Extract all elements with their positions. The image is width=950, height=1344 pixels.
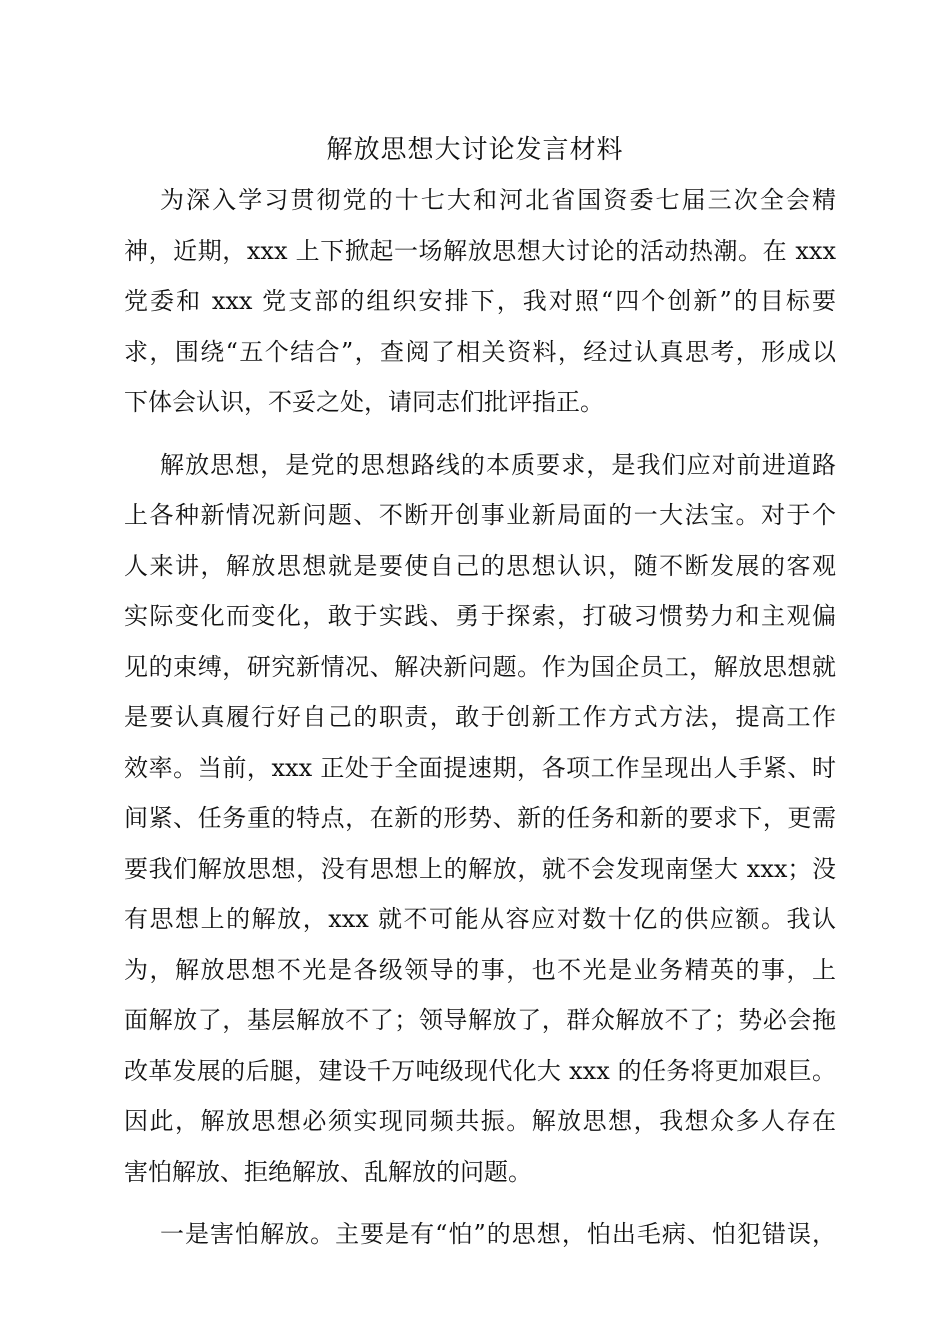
text-line: 上各种新情况新问题、不断开创事业新局面的一大法宝。对于个 <box>124 501 836 529</box>
text-line: 有思想上的解放，xxx 就不可能从容应对数十亿的供应额。我认 <box>124 905 836 933</box>
text-line: 害怕解放、拒绝解放、乱解放的问题。 <box>124 1157 532 1186</box>
text-line: 要我们解放思想，没有思想上的解放，就不会发现南堡大 xxx；没 <box>124 854 836 883</box>
text-line: 为深入学习贯彻党的十七大和河北省国资委七届三次全会精 <box>160 186 836 214</box>
text-line: 求，围绕“五个结合”，查阅了相关资料，经过认真思考，形成以 <box>124 337 836 366</box>
text-line: 人来讲，解放思想就是要使自己的思想认识，随不断发展的客观 <box>124 551 836 580</box>
text-line: 间紧、任务重的特点，在新的形势、新的任务和新的要求下，更需 <box>124 804 836 832</box>
text-line: 是要认真履行好自己的职责，敢于创新工作方式方法，提高工作 <box>124 703 836 731</box>
paragraph <box>124 440 836 1198</box>
document-body <box>124 175 836 1260</box>
text-line: 解放思想，是党的思想路线的本质要求，是我们应对前进道路 <box>160 450 836 479</box>
text-line: 下体会认识，不妥之处，请同志们批评指正。 <box>124 388 604 416</box>
paragraph <box>124 175 836 428</box>
text-line: 为，解放思想不光是各级领导的事，也不光是业务精英的事，上 <box>124 955 836 984</box>
text-line: 实际变化而变化，敢于实践、勇于探索，打破习惯势力和主观偏 <box>124 602 836 630</box>
text-line: 党委和 xxx 党支部的组织安排下，我对照“四个创新”的目标要 <box>124 287 836 315</box>
text-line: 一是害怕解放。主要是有“怕”的思想，怕出毛病、怕犯错误， <box>160 1220 836 1248</box>
text-line: 见的束缚，研究新情况、解决新问题。作为国企员工，解放思想就 <box>124 652 836 681</box>
paragraph <box>124 1209 836 1260</box>
text-line: 因此，解放思想必须实现同频共振。解放思想，我想众多人存在 <box>124 1107 836 1135</box>
document-title: 解放思想大讨论发言材料 <box>326 135 624 165</box>
text-line: 改革发展的后腿，建设千万吨级现代化大 xxx 的任务将更加艰巨。 <box>124 1056 836 1085</box>
text-line: 面解放了，基层解放不了；领导解放了，群众解放不了；势必会拖 <box>124 1006 836 1034</box>
text-line: 效率。当前，xxx 正处于全面提速期，各项工作呈现出人手紧、时 <box>124 753 836 782</box>
text-line: 神，近期，xxx 上下掀起一场解放思想大讨论的活动热潮。在 xxx <box>124 236 836 265</box>
